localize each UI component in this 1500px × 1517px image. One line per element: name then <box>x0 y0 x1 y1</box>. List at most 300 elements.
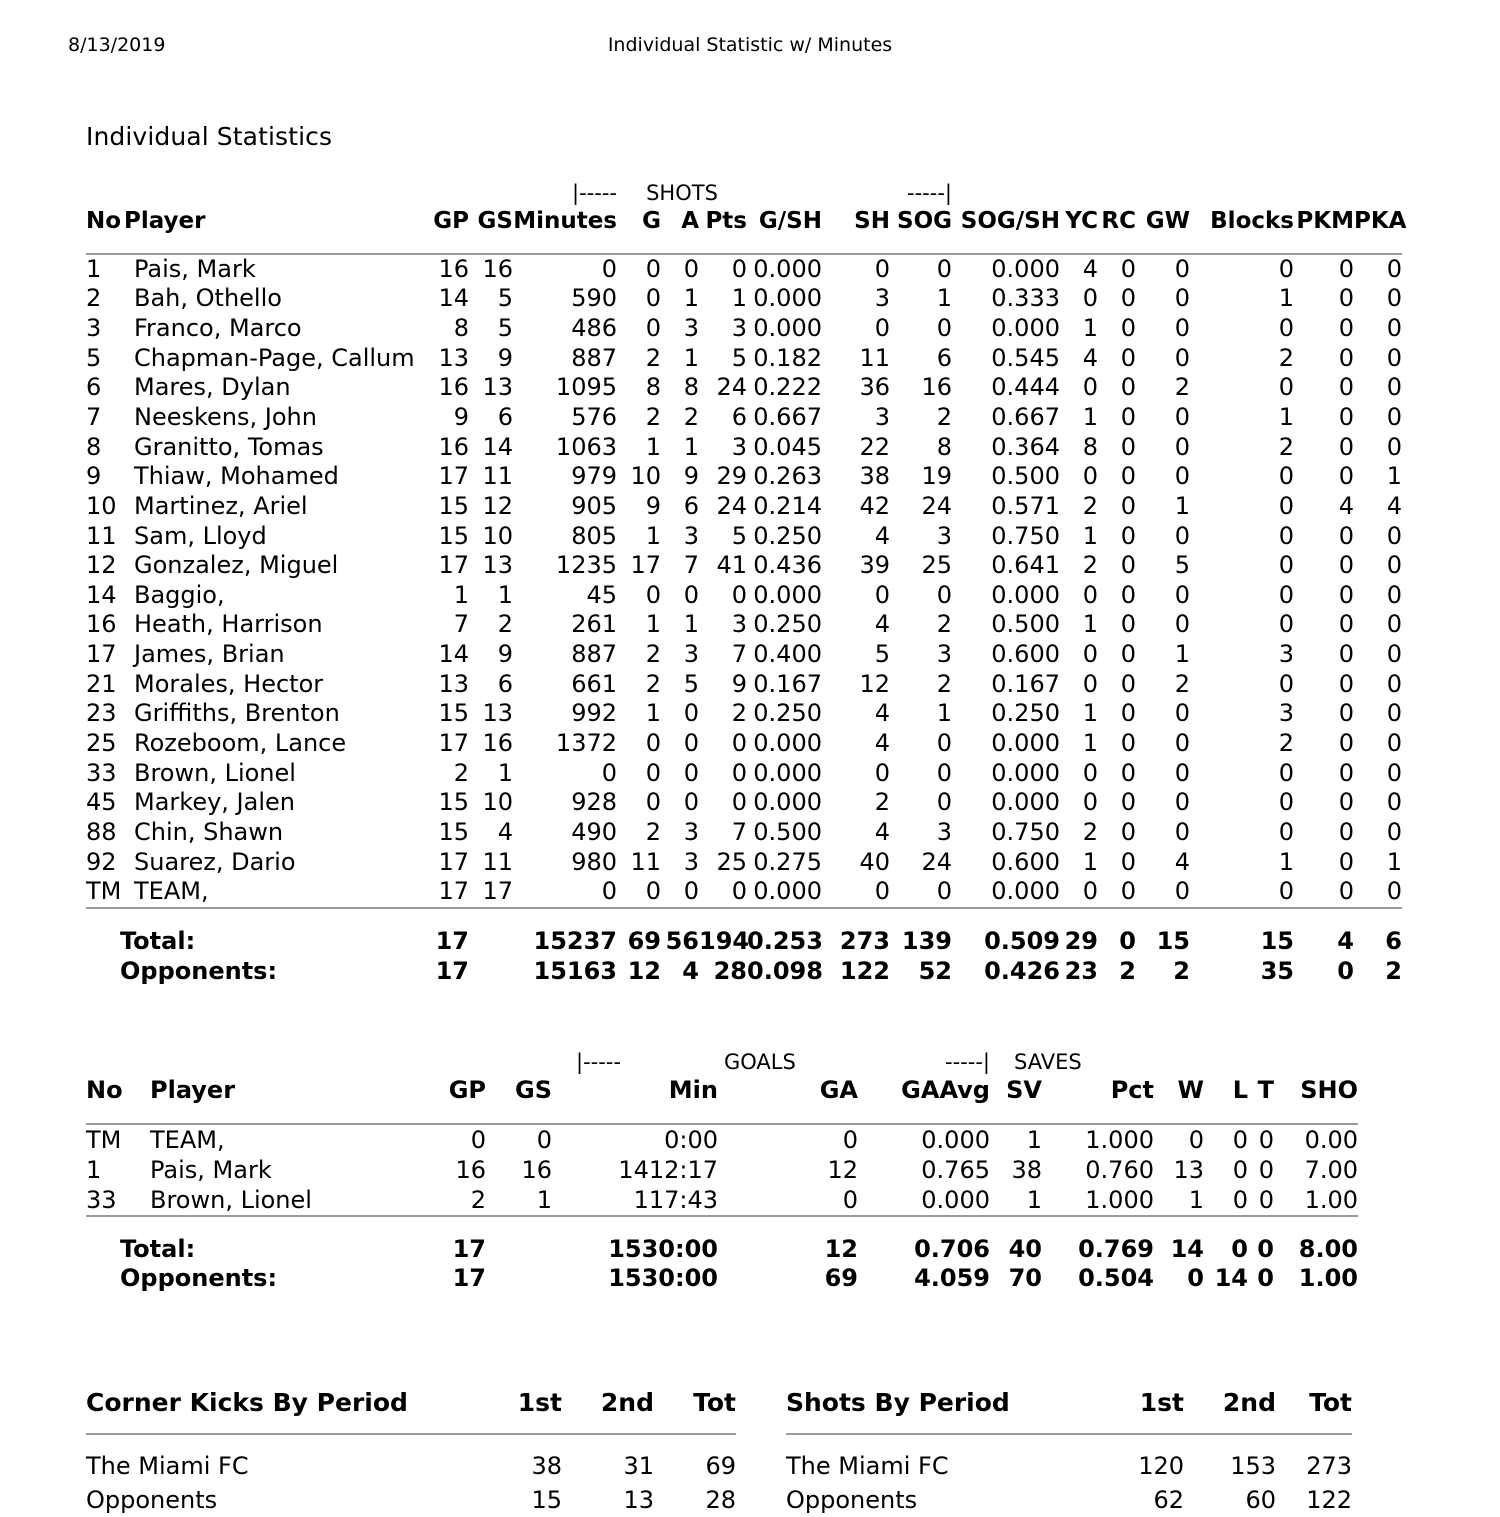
col-header-gw: GW <box>1145 208 1190 234</box>
table-row <box>86 818 1402 848</box>
totals-l: 14 <box>1214 1264 1248 1293</box>
cell-no: TM <box>86 877 122 906</box>
totals-row <box>86 927 1402 957</box>
cell-gp: 15 <box>438 699 469 728</box>
cell-gw: 0 <box>1174 313 1190 342</box>
totals-gaavg: 4.059 <box>914 1264 990 1293</box>
cell-no: 33 <box>86 758 117 787</box>
cell-t: 0 <box>1258 1155 1274 1184</box>
cell-gp: 2 <box>453 758 469 787</box>
cell-gsh: 0.000 <box>753 877 822 906</box>
corner-kicks-title: Corner Kicks By Period <box>86 1388 408 1417</box>
table-row <box>86 1483 736 1517</box>
cell-a: 0 <box>683 254 699 283</box>
cell-sh: 4 <box>874 729 890 758</box>
cell-player: Granitto, Tomas <box>134 432 324 461</box>
cell-g: 10 <box>630 462 661 491</box>
cell-gs: 5 <box>497 313 513 342</box>
totals-ga: 69 <box>824 1264 858 1293</box>
totals-t: 0 <box>1257 1234 1274 1263</box>
cell-gsh: 0.000 <box>753 729 822 758</box>
totals-gaavg: 0.706 <box>914 1234 990 1263</box>
cell-sogsh: 0.545 <box>991 343 1060 372</box>
cell-gs: 11 <box>482 462 513 491</box>
totals-t: 0 <box>1257 1264 1274 1293</box>
totals-minutes: 15163 <box>533 956 617 985</box>
cell-sh: 42 <box>859 491 890 520</box>
cell-l: 0 <box>1232 1125 1248 1154</box>
cell-minutes: 887 <box>571 640 617 669</box>
totals-label: Total: <box>120 927 196 956</box>
cell-gsh: 0.500 <box>753 818 822 847</box>
cell-g: 0 <box>645 877 661 906</box>
corner-kicks-col-tot: Tot <box>693 1388 736 1417</box>
cell-blocks: 0 <box>1278 610 1294 639</box>
totals-ga: 12 <box>824 1234 858 1263</box>
totals-g: 12 <box>627 956 661 985</box>
totals-gsh: 0.253 <box>747 927 823 956</box>
col-header-sogsh: SOG/SH <box>960 208 1060 234</box>
cell-rc: 0 <box>1120 818 1136 847</box>
cell-sogsh: 0.000 <box>991 758 1060 787</box>
cell-first: 15 <box>531 1486 562 1514</box>
cell-blocks: 0 <box>1278 877 1294 906</box>
cell-gp: 15 <box>438 818 469 847</box>
cell-no: 88 <box>86 818 117 847</box>
cell-sogsh: 0.641 <box>991 551 1060 580</box>
totals-rc: 0 <box>1119 927 1136 956</box>
cell-player: Brown, Lionel <box>150 1185 312 1214</box>
cell-g: 17 <box>630 551 661 580</box>
cell-minutes: 1063 <box>555 432 617 461</box>
cell-pkm: 0 <box>1338 699 1354 728</box>
totals-sog: 52 <box>918 956 952 985</box>
gk-totals-rule <box>86 1216 1358 1235</box>
cell-pkm: 0 <box>1338 462 1354 491</box>
gk-col-header-gp: GP <box>448 1076 486 1104</box>
cell-pts: 0 <box>731 758 747 787</box>
totals-pct: 0.769 <box>1078 1234 1154 1263</box>
cell-gs: 16 <box>482 254 513 283</box>
cell-rc: 0 <box>1120 669 1136 698</box>
cell-g: 0 <box>645 580 661 609</box>
gk-col-header-w: W <box>1177 1076 1204 1104</box>
corner-kicks-gap <box>86 1434 736 1449</box>
totals-gw: 15 <box>1156 927 1190 956</box>
cell-a: 7 <box>683 551 699 580</box>
cell-sogsh: 0.600 <box>991 640 1060 669</box>
cell-pts: 0 <box>731 580 747 609</box>
cell-blocks: 0 <box>1278 254 1294 283</box>
page-header <box>0 34 1500 62</box>
col-header-player: Player <box>124 208 206 234</box>
cell-sh: 4 <box>874 610 890 639</box>
cell-pct: 1.000 <box>1085 1185 1154 1214</box>
corner-kicks-col-2nd: 2nd <box>600 1388 654 1417</box>
cell-sog: 25 <box>921 551 952 580</box>
corner-kicks-body <box>86 1449 736 1517</box>
cell-sh: 0 <box>874 758 890 787</box>
cell-gs: 11 <box>482 847 513 876</box>
cell-minutes: 1372 <box>555 729 617 758</box>
cell-rc: 0 <box>1120 758 1136 787</box>
cell-yc: 0 <box>1082 788 1098 817</box>
cell-second: 31 <box>623 1452 654 1480</box>
cell-pka: 0 <box>1386 788 1402 817</box>
cell-a: 0 <box>683 788 699 817</box>
table-row <box>86 1124 1358 1155</box>
cell-sog: 2 <box>936 402 952 431</box>
cell-pka: 0 <box>1386 610 1402 639</box>
col-header-gs: GS <box>477 208 513 234</box>
cell-gp: 15 <box>438 491 469 520</box>
totals-pts: 194 <box>699 927 750 956</box>
document-title: Individual Statistic w/ Minutes <box>607 34 893 56</box>
cell-sog: 0 <box>936 758 952 787</box>
cell-sog: 0 <box>936 580 952 609</box>
cell-sogsh: 0.500 <box>991 462 1060 491</box>
cell-g: 2 <box>645 818 661 847</box>
table-row <box>86 344 1402 374</box>
gk-col-header-sv: SV <box>1006 1076 1042 1104</box>
cell-rc: 0 <box>1120 254 1136 283</box>
col-header-pts: Pts <box>705 208 747 234</box>
column-header-row <box>86 207 1402 239</box>
cell-rc: 0 <box>1120 580 1136 609</box>
cell-yc: 0 <box>1082 877 1098 906</box>
cell-no: 5 <box>86 343 102 372</box>
table-row <box>86 254 1402 285</box>
cell-pka: 0 <box>1386 284 1402 313</box>
cell-a: 0 <box>683 758 699 787</box>
cell-gw: 4 <box>1174 847 1190 876</box>
cell-no: 9 <box>86 462 102 491</box>
cell-no: 1 <box>86 1155 102 1184</box>
table-row <box>86 729 1402 759</box>
goalkeeping-footer <box>86 1216 1358 1294</box>
cell-gw: 0 <box>1174 462 1190 491</box>
cell-sogsh: 0.667 <box>991 402 1060 431</box>
cell-gsh: 0.263 <box>753 462 822 491</box>
shots-by-period-table <box>786 1386 1352 1517</box>
col-header-minutes: Minutes <box>513 208 617 234</box>
cell-blocks: 3 <box>1278 640 1294 669</box>
cell-blocks: 2 <box>1278 432 1294 461</box>
cell-gs: 17 <box>482 877 513 906</box>
cell-sh: 12 <box>859 669 890 698</box>
cell-pka: 0 <box>1386 758 1402 787</box>
cell-player: Sam, Lloyd <box>134 521 267 550</box>
cell-pts: 7 <box>731 818 747 847</box>
cell-minutes: 887 <box>571 343 617 372</box>
cell-rc: 0 <box>1120 551 1136 580</box>
cell-g: 0 <box>645 313 661 342</box>
cell-gsh: 0.275 <box>753 847 822 876</box>
cell-a: 0 <box>683 580 699 609</box>
cell-minutes: 905 <box>571 491 617 520</box>
table-row <box>86 1185 1358 1216</box>
cell-player: Heath, Harrison <box>134 610 323 639</box>
cell-gp: 17 <box>438 551 469 580</box>
cell-sog: 1 <box>936 699 952 728</box>
individual-statistics-table <box>86 180 1407 986</box>
cell-blocks: 1 <box>1278 847 1294 876</box>
cell-pkm: 0 <box>1338 432 1354 461</box>
cell-pka: 1 <box>1386 847 1402 876</box>
totals-gp: 17 <box>435 927 469 956</box>
cell-no: 16 <box>86 610 117 639</box>
cell-sh: 22 <box>859 432 890 461</box>
cell-a: 3 <box>683 818 699 847</box>
col-header-sog: SOG <box>897 208 952 234</box>
cell-rc: 0 <box>1120 610 1136 639</box>
cell-sh: 4 <box>874 699 890 728</box>
individual-statistics-footer <box>86 908 1402 986</box>
cell-sog: 0 <box>936 729 952 758</box>
saves-group-label: SAVES <box>1014 1050 1082 1074</box>
cell-a: 2 <box>683 402 699 431</box>
cell-no: 10 <box>86 491 117 520</box>
totals-pkm: 0 <box>1337 956 1354 985</box>
totals-label: Opponents: <box>120 956 278 985</box>
cell-blocks: 0 <box>1278 669 1294 698</box>
shots-bracket-left: |----- <box>572 181 617 205</box>
gk-col-header-player: Player <box>150 1076 236 1104</box>
gk-col-header-pct: Pct <box>1110 1076 1154 1104</box>
cell-gp: 13 <box>438 669 469 698</box>
cell-gp: 14 <box>438 640 469 669</box>
cell-pct: 1.000 <box>1085 1125 1154 1154</box>
cell-rc: 0 <box>1120 877 1136 906</box>
cell-a: 3 <box>683 521 699 550</box>
cell-gsh: 0.000 <box>753 788 822 817</box>
cell-pts: 29 <box>716 462 747 491</box>
cell-first: 120 <box>1138 1452 1184 1480</box>
cell-yc: 0 <box>1082 580 1098 609</box>
col-header-gsh: G/SH <box>758 208 822 234</box>
totals-l: 0 <box>1231 1234 1248 1263</box>
cell-sh: 0 <box>874 877 890 906</box>
cell-pka: 1 <box>1386 462 1402 491</box>
totals-sv: 40 <box>1008 1234 1042 1263</box>
cell-player: Griffiths, Brenton <box>134 699 340 728</box>
cell-sog: 3 <box>936 521 952 550</box>
cell-pkm: 0 <box>1338 343 1354 372</box>
cell-a: 1 <box>683 610 699 639</box>
cell-a: 0 <box>683 699 699 728</box>
cell-second: 153 <box>1230 1452 1276 1480</box>
cell-sh: 39 <box>859 551 890 580</box>
cell-g: 0 <box>645 788 661 817</box>
cell-gw: 1 <box>1174 640 1190 669</box>
cell-a: 1 <box>683 432 699 461</box>
corner-kicks-table <box>86 1386 736 1517</box>
shots-period-col-tot: Tot <box>1309 1388 1352 1417</box>
cell-l: 0 <box>1232 1155 1248 1184</box>
table-row <box>86 1155 1358 1185</box>
cell-yc: 0 <box>1082 462 1098 491</box>
cell-sogsh: 0.000 <box>991 788 1060 817</box>
cell-gs: 13 <box>482 699 513 728</box>
cell-gw: 0 <box>1174 610 1190 639</box>
col-header-pkm: PKM <box>1296 208 1354 234</box>
cell-g: 1 <box>645 521 661 550</box>
cell-tot: 122 <box>1306 1486 1352 1514</box>
cell-yc: 2 <box>1082 818 1098 847</box>
cell-gp: 16 <box>438 432 469 461</box>
cell-sogsh: 0.750 <box>991 521 1060 550</box>
cell-yc: 1 <box>1082 313 1098 342</box>
cell-sog: 8 <box>936 432 952 461</box>
cell-no: 6 <box>86 373 102 402</box>
cell-gw: 0 <box>1174 343 1190 372</box>
cell-yc: 2 <box>1082 491 1098 520</box>
cell-min: 0:00 <box>664 1125 718 1154</box>
cell-sogsh: 0.600 <box>991 847 1060 876</box>
cell-sho: 1.00 <box>1304 1185 1358 1214</box>
cell-sh: 0 <box>874 254 890 283</box>
cell-rc: 0 <box>1120 847 1136 876</box>
cell-blocks: 0 <box>1278 818 1294 847</box>
totals-a: 4 <box>682 956 699 985</box>
cell-blocks: 2 <box>1278 343 1294 372</box>
cell-yc: 2 <box>1082 551 1098 580</box>
cell-rc: 0 <box>1120 284 1136 313</box>
totals-pka: 2 <box>1385 956 1402 985</box>
cell-gsh: 0.045 <box>753 432 822 461</box>
gk-col-header-ga: GA <box>819 1076 858 1104</box>
cell-pts: 0 <box>731 877 747 906</box>
cell-gs: 10 <box>482 788 513 817</box>
cell-ga: 12 <box>827 1155 858 1184</box>
cell-pct: 0.760 <box>1085 1155 1154 1184</box>
cell-pka: 0 <box>1386 343 1402 372</box>
corner-kicks-header-row <box>86 1386 736 1420</box>
col-header-a: A <box>681 208 699 234</box>
cell-pts: 0 <box>731 729 747 758</box>
cell-g: 2 <box>645 402 661 431</box>
table-row <box>86 877 1402 908</box>
cell-sogsh: 0.167 <box>991 669 1060 698</box>
cell-pts: 41 <box>716 551 747 580</box>
totals-blocks: 15 <box>1260 927 1294 956</box>
cell-w: 0 <box>1188 1125 1204 1154</box>
goals-group-label: GOALS <box>724 1050 796 1074</box>
cell-no: 2 <box>86 284 102 313</box>
cell-pts: 0 <box>731 254 747 283</box>
cell-t: 0 <box>1258 1185 1274 1214</box>
cell-g: 8 <box>645 373 661 402</box>
gk-header-rule <box>86 1109 1358 1124</box>
cell-player: Franco, Marco <box>134 313 302 342</box>
cell-minutes: 1235 <box>555 551 617 580</box>
totals-gp: 17 <box>435 956 469 985</box>
cell-sh: 4 <box>874 521 890 550</box>
shots-period-col-1st: 1st <box>1139 1388 1184 1417</box>
shots-bracket-right: -----| <box>907 181 952 205</box>
cell-pka: 0 <box>1386 432 1402 461</box>
cell-gw: 2 <box>1174 373 1190 402</box>
cell-yc: 1 <box>1082 521 1098 550</box>
gk-group-header-row <box>86 1048 1358 1076</box>
cell-minutes: 661 <box>571 669 617 698</box>
cell-g: 0 <box>645 729 661 758</box>
table-row <box>86 403 1402 433</box>
cell-team: The Miami FC <box>786 1452 949 1480</box>
cell-gw: 5 <box>1174 551 1190 580</box>
table-row <box>86 433 1402 463</box>
totals-yc: 23 <box>1064 956 1098 985</box>
cell-blocks: 0 <box>1278 580 1294 609</box>
cell-pka: 0 <box>1386 313 1402 342</box>
cell-gsh: 0.000 <box>753 313 822 342</box>
table-row <box>86 610 1402 640</box>
goalkeeping-body <box>86 1124 1358 1216</box>
cell-team: The Miami FC <box>86 1452 249 1480</box>
cell-tot: 273 <box>1306 1452 1352 1480</box>
table-row <box>86 284 1402 314</box>
cell-rc: 0 <box>1120 788 1136 817</box>
cell-minutes: 979 <box>571 462 617 491</box>
totals-a: 56 <box>665 927 699 956</box>
cell-sog: 1 <box>936 284 952 313</box>
cell-blocks: 0 <box>1278 462 1294 491</box>
cell-gp: 13 <box>438 343 469 372</box>
cell-ga: 0 <box>842 1185 858 1214</box>
totals-gs <box>486 1264 552 1294</box>
cell-tot: 28 <box>705 1486 736 1514</box>
cell-team: Opponents <box>86 1486 218 1514</box>
cell-player: Baggio, <box>134 580 225 609</box>
cell-rc: 0 <box>1120 402 1136 431</box>
cell-sv: 1 <box>1026 1125 1042 1154</box>
totals-pct: 0.504 <box>1078 1264 1154 1293</box>
cell-pkm: 0 <box>1338 818 1354 847</box>
totals-gs <box>486 1235 552 1265</box>
totals-min: 1530:00 <box>608 1234 718 1263</box>
cell-minutes: 1095 <box>555 373 617 402</box>
cell-pka: 0 <box>1386 877 1402 906</box>
cell-minutes: 992 <box>571 699 617 728</box>
cell-gs: 13 <box>482 551 513 580</box>
cell-yc: 0 <box>1082 758 1098 787</box>
cell-sh: 38 <box>859 462 890 491</box>
cell-sogsh: 0.000 <box>991 254 1060 283</box>
cell-pts: 7 <box>731 640 747 669</box>
cell-gs: 10 <box>482 521 513 550</box>
cell-gsh: 0.250 <box>753 699 822 728</box>
header-rule <box>86 239 1402 254</box>
cell-pts: 3 <box>731 432 747 461</box>
cell-gs: 0 <box>536 1125 552 1154</box>
cell-pts: 24 <box>716 491 747 520</box>
cell-sog: 6 <box>936 343 952 372</box>
cell-blocks: 0 <box>1278 313 1294 342</box>
cell-gs: 6 <box>497 402 513 431</box>
cell-gw: 0 <box>1174 580 1190 609</box>
cell-gw: 0 <box>1174 521 1190 550</box>
cell-rc: 0 <box>1120 343 1136 372</box>
cell-pkm: 0 <box>1338 313 1354 342</box>
cell-sv: 38 <box>1011 1155 1042 1184</box>
cell-g: 2 <box>645 343 661 372</box>
cell-player: Rozeboom, Lance <box>134 729 347 758</box>
shots-period-rule <box>786 1420 1352 1434</box>
cell-gs: 5 <box>497 284 513 313</box>
cell-a: 1 <box>683 284 699 313</box>
totals-pts: 28 <box>713 956 747 985</box>
cell-player: Thiaw, Mohamed <box>134 462 339 491</box>
